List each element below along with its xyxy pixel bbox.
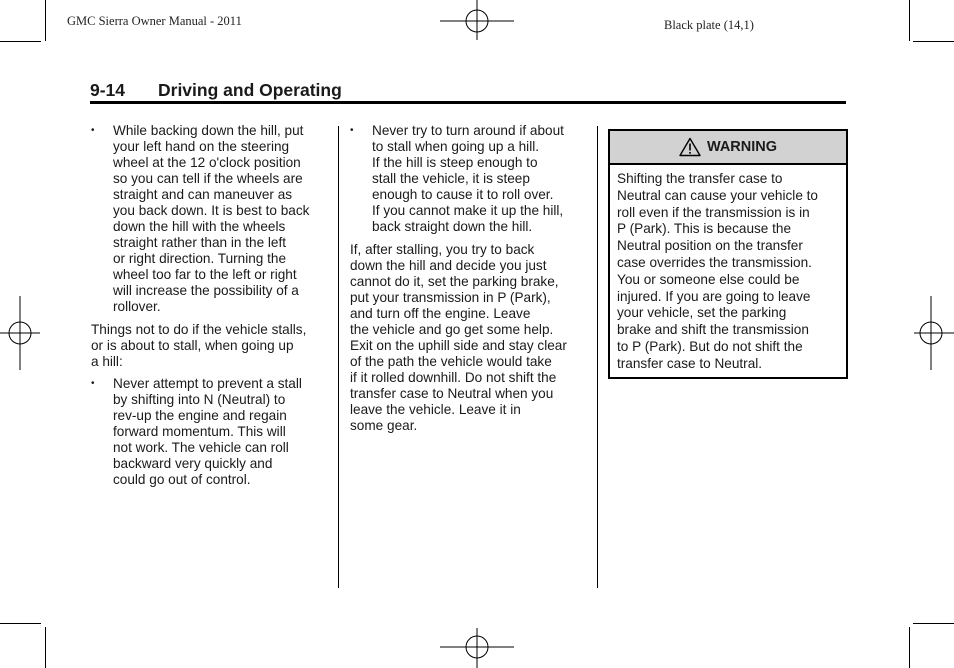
warning-body: Shifting the transfer case to Neutral can cause your vehicle to roll even if the transmission is in P (Park). This is because the Neutral position on the transfer case overrides the transmission. You or someone else could be injured. If you are going to leave your vehicle, set the parking brake and shift the transmission to P (Park). But do not shift the transfer case to Neutral. <box>617 171 818 371</box>
bullet-marker: • <box>91 125 95 136</box>
crop-mark-bl-v <box>45 627 46 668</box>
column-divider-1 <box>338 126 339 588</box>
crop-mark-tr-h <box>913 41 954 42</box>
crop-mark-br-h <box>913 623 954 624</box>
manual-title: GMC Sierra Owner Manual - 2011 <box>67 14 242 28</box>
crop-mark-tl-h <box>0 41 41 42</box>
page-number: 9-14 <box>90 80 126 100</box>
col1-paragraph: Things not to do if the vehicle stalls, or is about to stall, when going up a hill: <box>91 322 307 369</box>
plate-label: Black plate (14,1) <box>664 18 754 32</box>
warning-box <box>608 129 848 379</box>
warning-label: WARNING <box>706 139 778 155</box>
crop-mark-tr-v <box>909 0 910 41</box>
col1-bullet2: Never attempt to prevent a stall by shifting into N (Neutral) to rev-up the engine and regain forward momentum. This will not work. The vehicle can roll backward very quickly and could go out of control. <box>113 376 302 487</box>
col2-paragraph: If, after stalling, you try to back down the hill and decide you just cannot do it, set the parking brake, put your transmission in P (Park), and turn off the engine. Leave the vehicle and go get some help. Exit on the uphill side and stay clear of the path the vehicle would take if it rolled downhill. Do not shift the transfer case to Neutral when you leave the vehicle. Leave it in some gear. <box>350 242 567 433</box>
crop-mark-bl-h <box>0 623 41 624</box>
warning-triangle-icon <box>679 137 701 157</box>
col2-bullet1: Never try to turn around if about to stall when going up a hill. If the hill is steep enough to stall the vehicle, it is steep enough to cause it to roll over. If you cannot make it up the hill, back straight down the hill. <box>372 123 564 234</box>
warning-header <box>610 131 846 165</box>
section-title: Driving and Operating <box>158 80 342 100</box>
column-divider-2 <box>597 126 598 588</box>
bullet-marker: • <box>91 378 95 389</box>
crop-mark-tl-v <box>45 0 46 41</box>
registration-mark-top-icon <box>440 0 514 40</box>
crop-mark-br-v <box>909 627 910 668</box>
registration-mark-bottom-icon <box>440 628 514 668</box>
registration-mark-right-icon <box>914 296 954 370</box>
registration-mark-left-icon <box>0 296 40 370</box>
col1-bullet1: While backing down the hill, put your left hand on the steering wheel at the 12 o'clock position so you can tell if the wheels are straight and can maneuver as you back down. It is best to back down the hill with the wheels straight rather than in the left or right direction. Turning the wheel too far to the left or right will increase the possibility of a rollover. <box>113 123 310 314</box>
heading-rule <box>90 101 846 104</box>
bullet-marker: • <box>350 125 354 136</box>
